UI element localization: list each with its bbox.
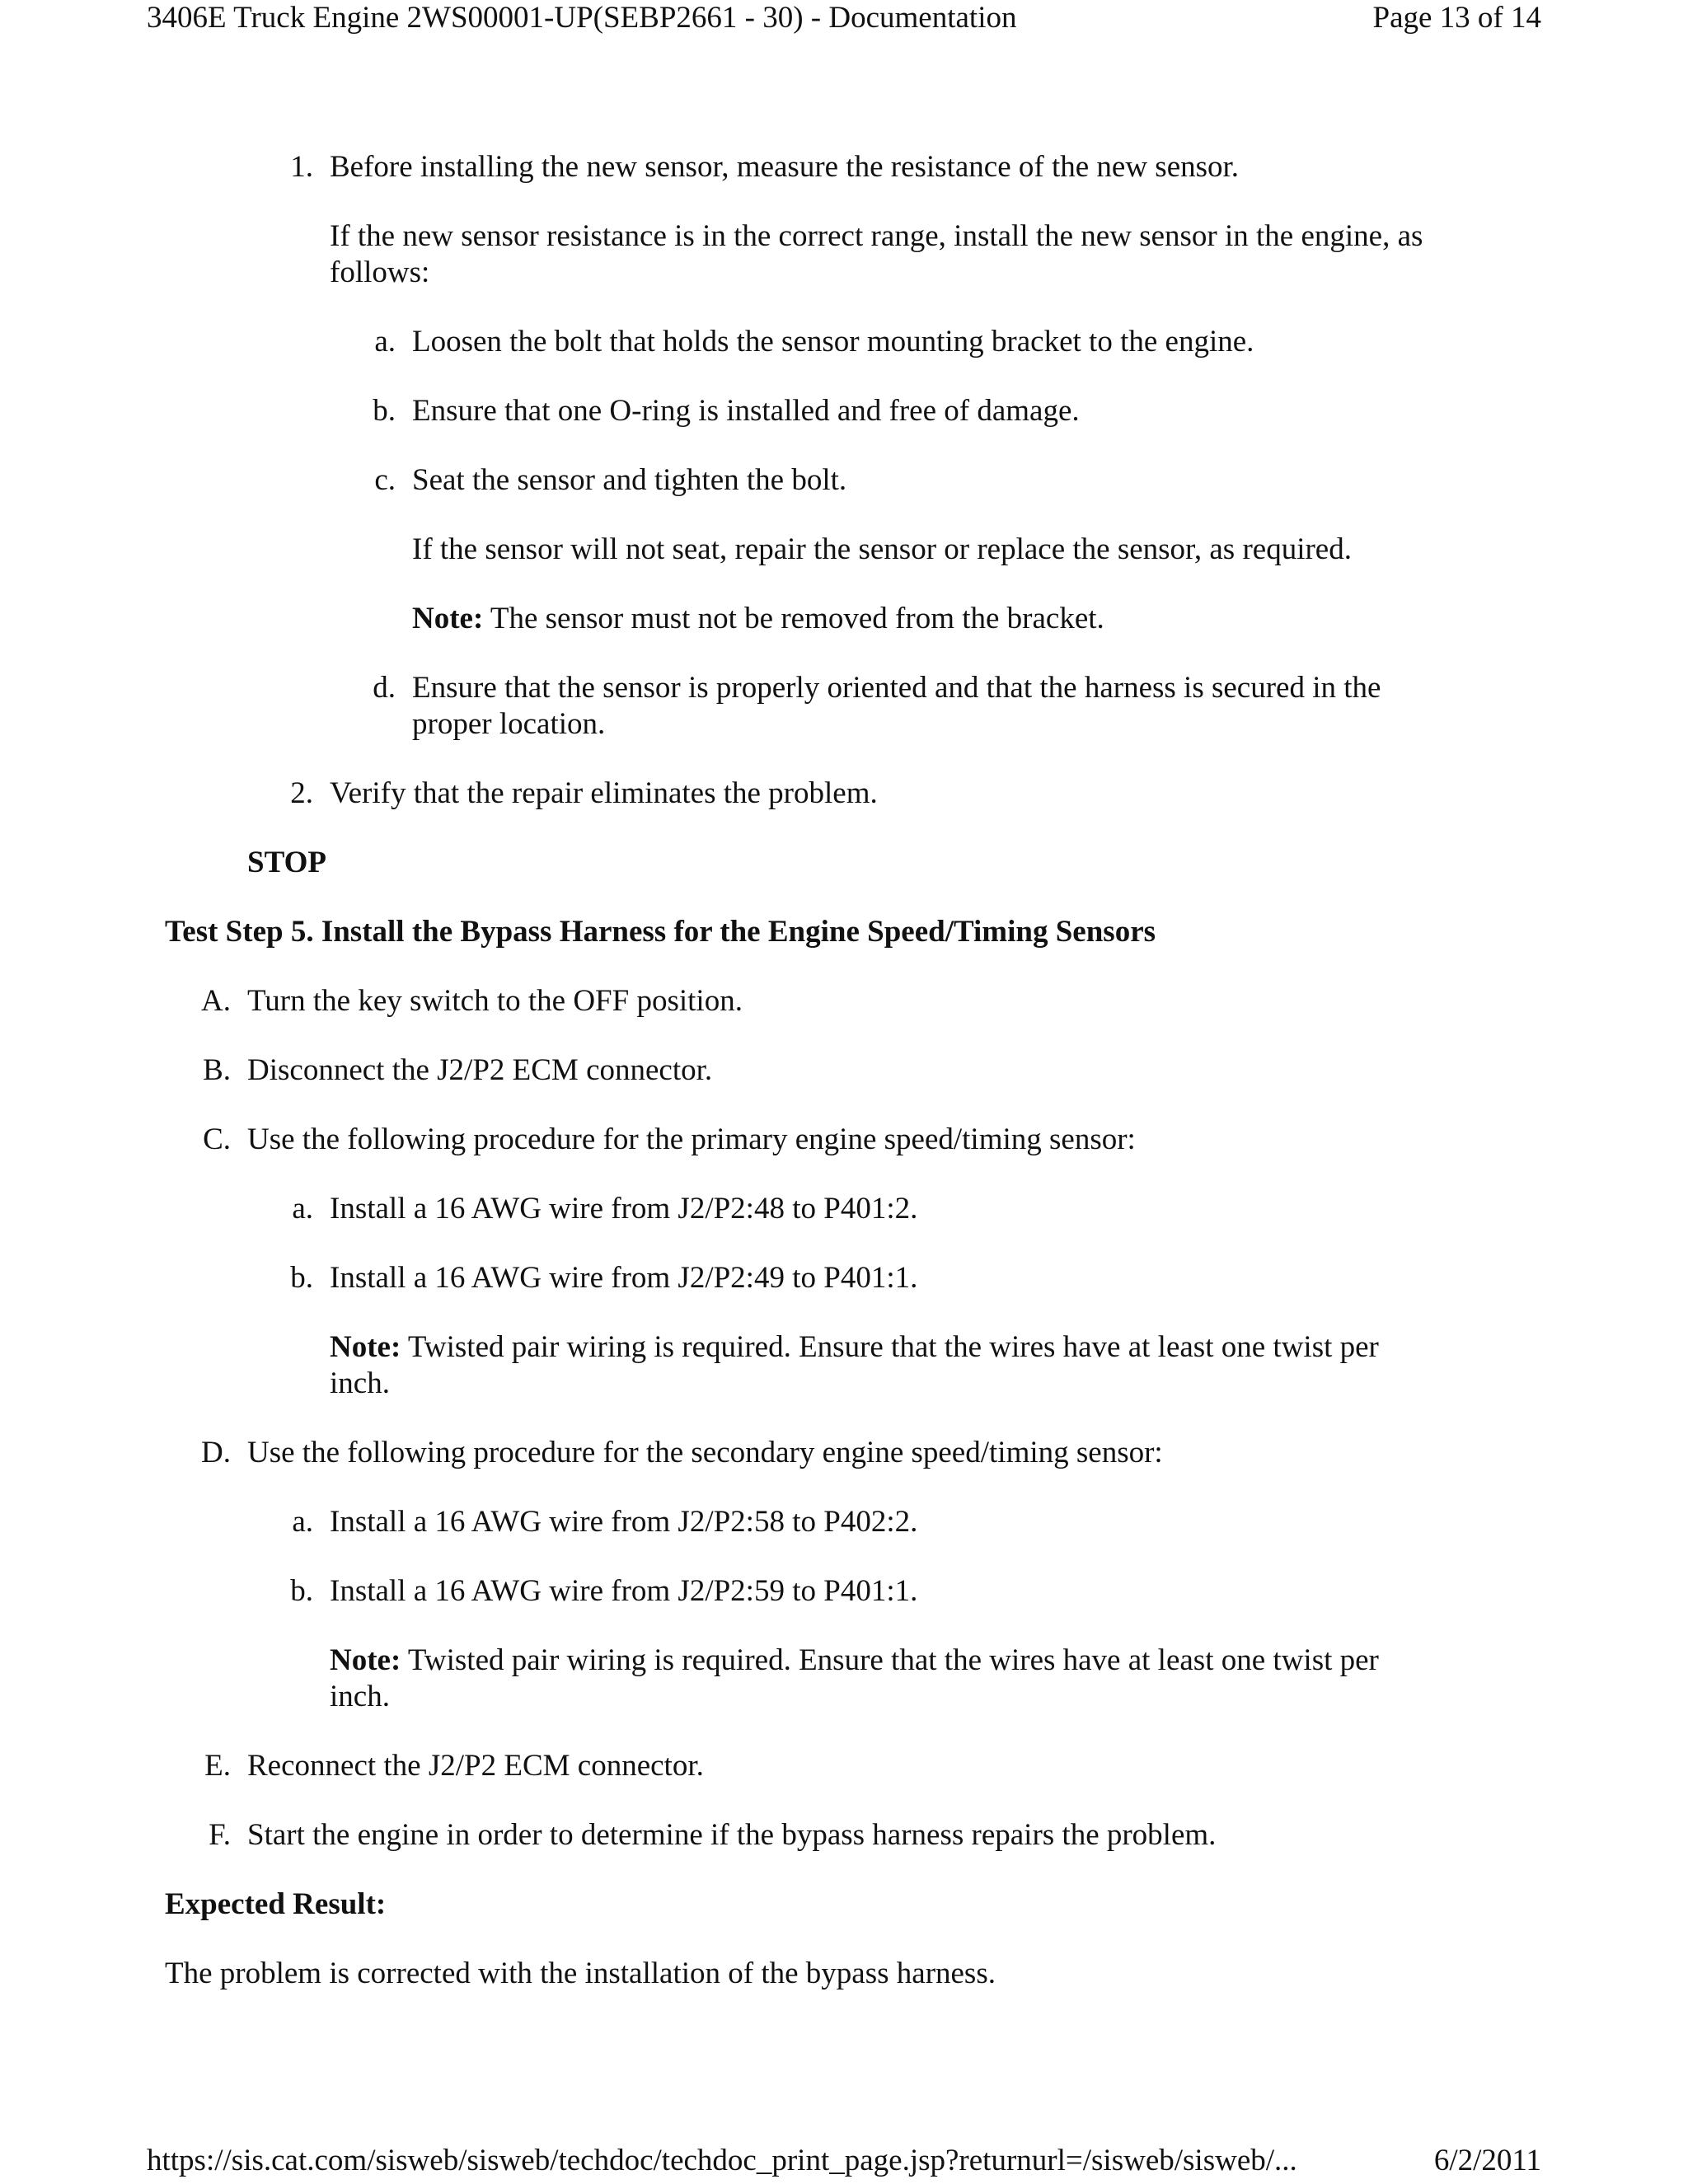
step-B-text: Disconnect the J2/P2 ECM connector. xyxy=(247,1053,713,1087)
footer-date: 6/2/2011 xyxy=(1433,2144,1541,2177)
step-1a-text: Loosen the bolt that holds the sensor mounting bracket to the engine. xyxy=(412,325,1254,359)
step-B-marker: B. xyxy=(203,1053,231,1087)
step-E-text: Reconnect the J2/P2 ECM connector. xyxy=(247,1749,704,1783)
step-1b-marker: b. xyxy=(373,394,396,428)
step-1-text: Before installing the new sensor, measure the resistance of the new sensor. xyxy=(330,150,1240,184)
step-F-marker: F. xyxy=(209,1818,231,1852)
expected-result-text: The problem is corrected with the installation of the bypass harness. xyxy=(165,1957,996,1990)
step-Da-marker: a. xyxy=(292,1505,313,1539)
step-C-text: Use the following procedure for the primary engine speed/timing sensor: xyxy=(247,1122,1136,1156)
step-2-text: Verify that the repair eliminates the problem. xyxy=(330,776,878,810)
step-1c-marker: c. xyxy=(374,463,396,497)
step-1b-text: Ensure that one O-ring is installed and free of damage. xyxy=(412,394,1080,428)
stop-label: STOP xyxy=(247,846,326,879)
step-D-marker: D. xyxy=(201,1436,231,1469)
step-Db-text: Install a 16 AWG wire from J2/P2:59 to P401:1. xyxy=(330,1574,918,1608)
step-1c-note xyxy=(412,601,1104,637)
step-Da-text: Install a 16 AWG wire from J2/P2:58 to P402:2. xyxy=(330,1505,918,1539)
step-A-marker: A. xyxy=(201,984,231,1018)
step-Cb-marker: b. xyxy=(290,1261,313,1295)
footer-url[interactable]: https://sis.cat.com/sisweb/sisweb/techdoc/techdoc_print_page.jsp?returnurl=/sisweb/sisweb/... xyxy=(147,2144,1297,2177)
step-1-para-line2: follows: xyxy=(330,255,430,289)
step-1d-line1: Ensure that the sensor is properly oriented and that the harness is secured in the xyxy=(412,671,1381,705)
note-text: Twisted pair wiring is required. Ensure that the wires have at least one twist per xyxy=(401,1643,1379,1677)
document-title: 3406E Truck Engine 2WS00001-UP(SEBP2661 - 30) - Documentation xyxy=(147,1,1017,35)
step-Ca-text: Install a 16 AWG wire from J2/P2:48 to P401:2. xyxy=(330,1192,918,1226)
step-D-note-line1 xyxy=(330,1643,1379,1679)
step-1c-para: If the sensor will not seat, repair the sensor or replace the sensor, as required. xyxy=(412,532,1352,566)
note-label: Note: xyxy=(412,602,484,635)
step-F-text: Start the engine in order to determine if the bypass harness repairs the problem. xyxy=(247,1818,1217,1852)
note-text: Twisted pair wiring is required. Ensure that the wires have at least one twist per xyxy=(401,1330,1379,1364)
page-number: Page 13 of 14 xyxy=(1372,1,1541,35)
note-text: The sensor must not be removed from the bracket. xyxy=(483,602,1104,635)
step-1d-line2: proper location. xyxy=(412,707,606,741)
step-Ca-marker: a. xyxy=(292,1192,313,1226)
step-C-note-line1 xyxy=(330,1329,1379,1366)
step-D-text: Use the following procedure for the secondary engine speed/timing sensor: xyxy=(247,1436,1163,1469)
step-1c-text: Seat the sensor and tighten the bolt. xyxy=(412,463,847,497)
step-1-para-line1: If the new sensor resistance is in the correct range, install the new sensor in the engine, as xyxy=(330,219,1423,253)
expected-result-label: Expected Result: xyxy=(165,1887,387,1921)
step-2-marker: 2. xyxy=(290,776,313,810)
step-Db-marker: b. xyxy=(290,1574,313,1608)
step-C-note-line2: inch. xyxy=(330,1366,390,1400)
step-1-marker: 1. xyxy=(290,150,313,184)
step-A-text: Turn the key switch to the OFF position. xyxy=(247,984,743,1018)
note-label: Note: xyxy=(330,1643,401,1677)
step-E-marker: E. xyxy=(204,1749,231,1783)
test-step-5-heading: Test Step 5. Install the Bypass Harness for the Engine Speed/Timing Sensors xyxy=(165,915,1156,949)
note-label: Note: xyxy=(330,1330,401,1364)
step-1a-marker: a. xyxy=(374,325,396,359)
step-C-marker: C. xyxy=(203,1122,231,1156)
step-1d-marker: d. xyxy=(373,671,396,705)
step-Cb-text: Install a 16 AWG wire from J2/P2:49 to P401:1. xyxy=(330,1261,918,1295)
step-D-note-line2: inch. xyxy=(330,1680,390,1713)
